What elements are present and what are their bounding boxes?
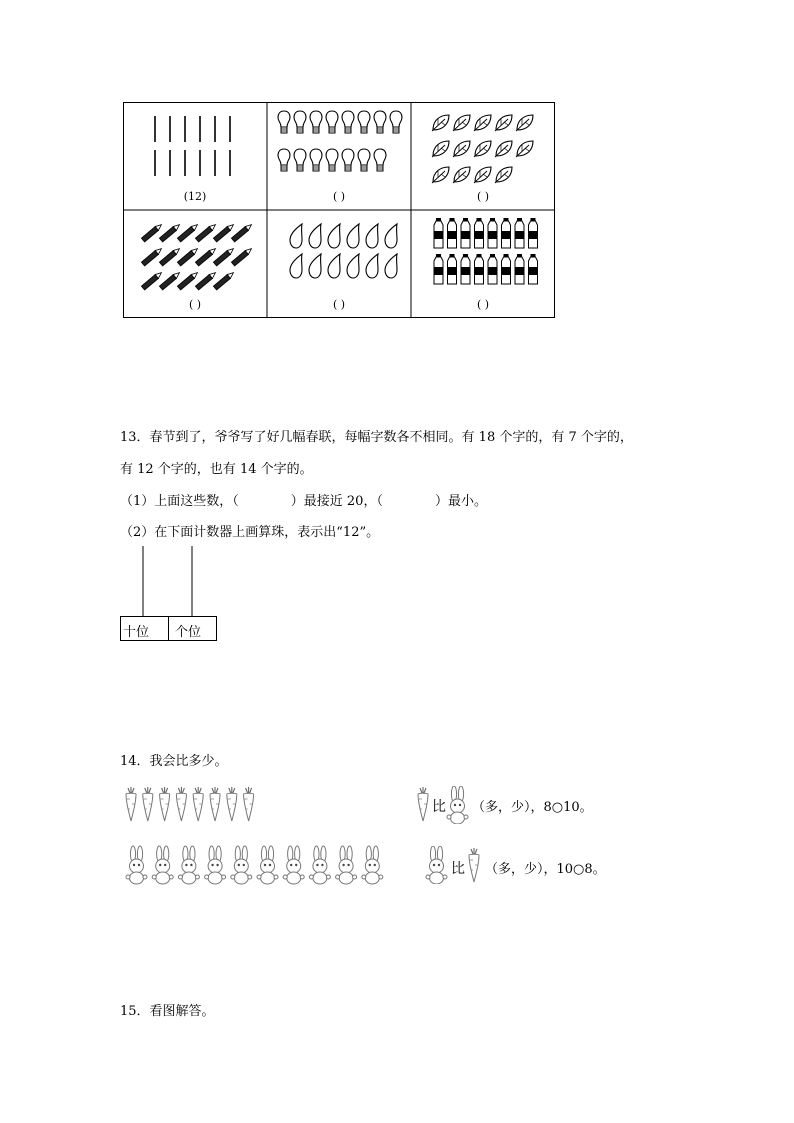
light-bulb-icon [342, 149, 354, 171]
carrot-icon [126, 787, 136, 821]
q13-part1: （1）上面这些数，（ ）最接近 20，（ ）最小。 [120, 494, 487, 509]
answer-pencils[interactable]: ( ) [188, 298, 202, 311]
bottle-icon [502, 254, 511, 284]
bottle-icon [461, 254, 470, 284]
rabbit-icon [446, 786, 470, 824]
pencil-icon [231, 223, 253, 242]
rabbit-icon [283, 846, 304, 884]
bottle-icon [475, 218, 484, 248]
water-drop-icon [309, 224, 321, 248]
rabbit-icon [205, 846, 226, 884]
q14-title: 14．我会比多少。 [120, 754, 228, 769]
compare2-word: 比 [451, 861, 465, 877]
bottle-icon [475, 254, 484, 284]
leaf-icon [516, 141, 533, 157]
leaf-icon [495, 167, 512, 183]
rabbit-icon [426, 846, 447, 884]
rabbit-row [124, 845, 394, 887]
bottle-icon [502, 218, 511, 248]
rabbit-icon [126, 846, 147, 884]
water-drop-icon [385, 254, 397, 278]
light-bulb-icon [358, 149, 370, 171]
carrot-icon [466, 846, 482, 884]
leaf-icon [453, 115, 470, 131]
sticks-group [155, 116, 230, 176]
bottle-icon [488, 218, 497, 248]
pencil-icon [231, 247, 253, 266]
light-bulb-icon [374, 111, 386, 133]
bottle-icon [448, 218, 457, 248]
bottle-icon [434, 218, 443, 248]
water-drop-icon [309, 254, 321, 278]
light-bulb-icon [278, 111, 290, 133]
answer-bottles[interactable]: ( ) [476, 298, 490, 311]
compare1-choice[interactable]: （多，少），8○10。 [472, 800, 593, 815]
leaf-icon [516, 115, 533, 131]
rabbit-icon [362, 846, 383, 884]
carrot-icon [415, 786, 431, 822]
water-drop-icon [366, 254, 378, 278]
bottle-icon [529, 218, 538, 248]
carrot-icon [176, 787, 186, 821]
bottle-icon [488, 254, 497, 284]
light-bulb-icon [294, 111, 306, 133]
water-drop-icon [290, 254, 302, 278]
water-drop-icon [385, 224, 397, 248]
water-drop-icon [328, 224, 340, 248]
abacus-tens-label: 十位 [123, 625, 150, 640]
pencil-icon [213, 271, 235, 290]
light-bulb-icon [358, 111, 370, 133]
light-bulb-icon [326, 111, 338, 133]
carrot-icon [210, 787, 220, 821]
leaf-icon [453, 141, 470, 157]
answer-sticks: (12) [183, 190, 207, 203]
bottle-icon [515, 218, 524, 248]
rabbit-icon [152, 846, 173, 884]
abacus-ones-label: 个位 [175, 625, 202, 640]
rabbit-icon [178, 846, 199, 884]
rabbit-icon [257, 846, 278, 884]
carrot-row [124, 786, 264, 822]
leaf-icon [474, 141, 491, 157]
light-bulb-icon [390, 111, 402, 133]
carrot-icon [227, 787, 237, 821]
pencils-group [141, 223, 253, 290]
bottle-icon [461, 218, 470, 248]
bottle-icon [448, 254, 457, 284]
water-drop-icon [347, 224, 359, 248]
leaf-icon [432, 141, 449, 157]
leaf-icon [474, 167, 491, 183]
bottle-icon [434, 254, 443, 284]
counting-table [123, 102, 555, 318]
compare1-word: 比 [432, 799, 446, 815]
leaf-icon [495, 115, 512, 131]
bottle-icon [529, 254, 538, 284]
rabbit-icon [447, 786, 468, 824]
carrot-icon [193, 787, 203, 821]
rabbit-icon [425, 846, 449, 884]
answer-leaves[interactable]: ( ) [476, 190, 490, 203]
leaf-icon [474, 115, 491, 131]
light-bulb-icon [310, 111, 322, 133]
q13-line1: 13．春节到了，爷爷写了好几幅春联，每幅字数各不相同。有 18 个字的，有 7 个字的， [120, 430, 633, 445]
carrot-icon [418, 787, 428, 821]
answer-water-drops[interactable]: ( ) [332, 298, 346, 311]
rabbit-icon [231, 846, 252, 884]
q13-line2: 有 12 个字的，也有 14 个字的。 [120, 462, 313, 477]
answer-light-bulbs[interactable]: ( ) [332, 190, 346, 203]
q15-title: 15．看图解答。 [120, 1004, 215, 1019]
leaf-icon [432, 115, 449, 131]
carrot-icon [143, 787, 153, 821]
light-bulb-icon [342, 111, 354, 133]
carrot-icon [160, 787, 170, 821]
water-drop-icon [290, 224, 302, 248]
carrot-icon [244, 787, 254, 821]
carrot-icon [469, 848, 479, 882]
light-bulb-icon [294, 149, 306, 171]
bottle-icon [515, 254, 524, 284]
q13-part2: （2）在下面计数器上画算珠，表示出“12”。 [120, 525, 380, 540]
water-drop-icon [366, 224, 378, 248]
leaves-group [432, 115, 533, 183]
leaf-icon [495, 141, 512, 157]
rabbit-icon [336, 846, 357, 884]
compare2-choice[interactable]: （多，少），10○8。 [485, 862, 606, 877]
rabbit-icon [309, 846, 330, 884]
light-bulb-icon [326, 149, 338, 171]
light-bulbs-group [278, 111, 402, 171]
leaf-icon [453, 167, 470, 183]
light-bulb-icon [310, 149, 322, 171]
light-bulb-icon [278, 149, 290, 171]
leaf-icon [432, 167, 449, 183]
light-bulb-icon [374, 149, 386, 171]
water-drops-group [290, 224, 397, 278]
water-drop-icon [347, 254, 359, 278]
bottles-group [434, 218, 538, 284]
water-drop-icon [328, 254, 340, 278]
